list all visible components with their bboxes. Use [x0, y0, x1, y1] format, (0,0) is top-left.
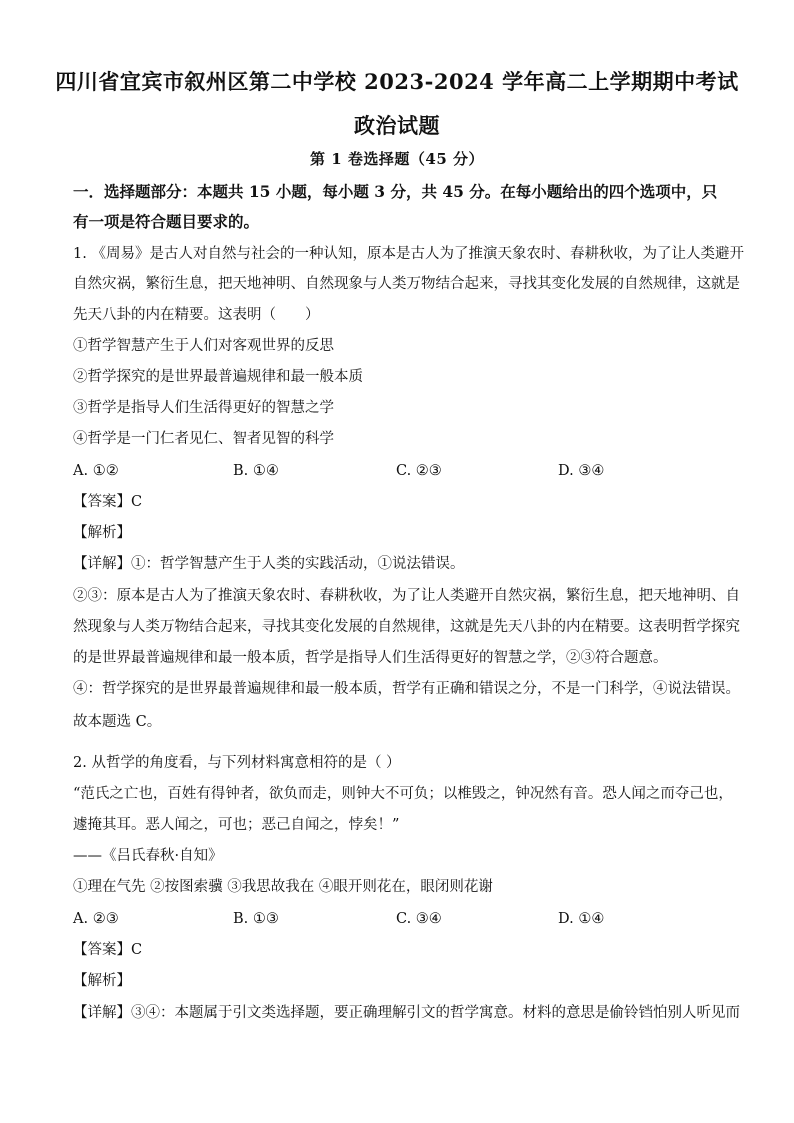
- q1-stem-line-1: 1. 《周易》是古人对自然与社会的一种认知，原本是古人为了推演天象农时、春耕秋收，为了让人类避开: [73, 246, 744, 262]
- q2-analysis-label: 【解析】: [73, 973, 131, 989]
- q1-option-a: A. ①②: [73, 463, 119, 479]
- q2-answer: 【答案】C: [73, 942, 143, 958]
- q2-option-c: C. ③④: [396, 911, 442, 927]
- q1-analysis-label: 【解析】: [73, 525, 131, 541]
- q1-detail-line-5: ④：哲学探究的是世界最普遍规律和最一般本质，哲学有正确和错误之分，不是一门科学，④说法错误。: [73, 681, 740, 697]
- q1-detail-line-3: 然现象与人类万物结合起来，寻找其变化发展的自然规律，这就是先天八卦的内在精要。这表明哲学探究: [73, 619, 740, 635]
- q1-detail-line-1: 【详解】①：哲学智慧产生于人类的实践活动，①说法错误。: [73, 556, 465, 572]
- q1-detail-line-6: 故本题选 C。: [73, 714, 162, 730]
- q2-detail-line-1: 【详解】③④：本题属于引文类选择题，要正确理解引文的哲学寓意。材料的意思是偷铃铛怕别人听见而: [73, 1005, 740, 1021]
- q2-stem: 2. 从哲学的角度看，与下列材料寓意相符的是（ ）: [73, 755, 401, 771]
- q1-statement-4: ④哲学是一门仁者见仁、智者见智的科学: [73, 431, 334, 447]
- q2-quote-source: ——《吕氏春秋·自知》: [73, 848, 223, 864]
- q1-stem-line-2: 自然灾祸，繁衍生息，把天地神明、自然现象与人类万物结合起来，寻找其变化发展的自然规律，这就是: [73, 276, 740, 292]
- q2-quote-line-2: 遽掩其耳。恶人闻之，可也；恶己自闻之，悖矣！”: [73, 817, 400, 833]
- q1-statement-3: ③哲学是指导人们生活得更好的智慧之学: [73, 400, 334, 416]
- q1-answer: 【答案】C: [73, 494, 143, 510]
- q1-option-b: B. ①④: [233, 463, 279, 479]
- q1-statement-2: ②哲学探究的是世界最普遍规律和最一般本质: [73, 369, 363, 385]
- q1-option-c: C. ②③: [396, 463, 442, 479]
- q2-option-d: D. ①④: [558, 911, 605, 927]
- q2-quote-line-1: “范氏之亡也，百姓有得钟者，欲负而走，则钟大不可负；以椎毁之，钟况然有音。恐人闻之而夺己也，: [73, 786, 733, 802]
- instructions-line-2: 有一项是符合题目要求的。: [73, 212, 260, 231]
- exam-title: 四川省宜宾市叙州区第二中学校 2023-2024 学年高二上学期期中考试: [55, 69, 739, 94]
- q1-detail-line-2: ②③：原本是古人为了推演天象农时、春耕秋收，为了让人类避开自然灾祸，繁衍生息，把天地神明、自: [73, 588, 740, 604]
- q2-option-b: B. ①③: [233, 911, 279, 927]
- q1-statement-1: ①哲学智慧产生于人们对客观世界的反思: [73, 338, 334, 354]
- q2-statements: ①理在气先 ②按图索骥 ③我思故我在 ④眼开则花在，眼闭则花谢: [73, 879, 493, 895]
- q1-stem-line-3: 先天八卦的内在精要。这表明（ ）: [73, 307, 320, 323]
- exam-subject-title: 政治试题: [354, 113, 440, 138]
- instructions-line-1: 一．选择题部分：本题共 15 小题，每小题 3 分，共 45 分。在每小题给出的四个选项中，只: [73, 182, 718, 201]
- q1-detail-line-4: 的是世界最普遍规律和最一般本质，哲学是指导人们生活得更好的智慧之学，②③符合题意。: [73, 650, 668, 666]
- q2-option-a: A. ②③: [73, 911, 119, 927]
- section-title: 第 1 卷选择题（45 分）: [310, 150, 484, 168]
- q1-option-d: D. ③④: [558, 463, 605, 479]
